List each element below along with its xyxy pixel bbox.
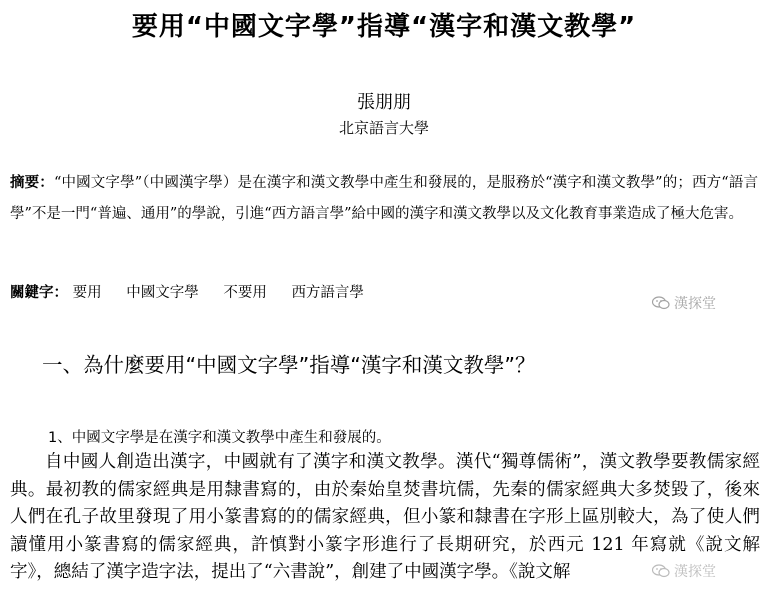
- watermark: [652, 293, 716, 313]
- keywords-label: 關鍵字：: [10, 285, 68, 301]
- wechat-icon: [652, 296, 670, 310]
- keyword-item: 不要用: [223, 285, 267, 301]
- author-affiliation: 北京語言大學: [338, 119, 429, 137]
- keyword-item: 中國文字學: [126, 285, 199, 301]
- wechat-icon: [652, 564, 670, 578]
- subsection-heading: 1、中國文字學是在漢字和漢文教學中產生和發展的。: [48, 430, 391, 446]
- keyword-item: 西方語言學: [291, 285, 364, 301]
- keywords: [10, 281, 384, 302]
- paper-title: 要用“中國文字學”指導“漢字和漢文教學”: [131, 12, 637, 42]
- abstract-text: “中國文字學”（中國漢字學）是在漢字和漢文教學中產生和發展的，是服務於“漢字和漢文教學”的；西方“語言學”不是一門“普遍、通用”的學說，引進“西方語言學”給中國的漢字和漢文教學以及文化教育事業造成了極大危害。: [10, 175, 758, 222]
- watermark-text: 漢探堂: [674, 296, 716, 312]
- watermark-text: 漢探堂: [674, 564, 716, 580]
- section-heading: 一、為什麼要用“中國文字學”指導“漢字和漢文教學”？: [42, 353, 536, 377]
- body-paragraph: 自中國人創造出漢字，中國就有了漢字和漢文教學。漢代“獨尊儒術”，漢文教學要教儒家經典。最初教的儒家經典是用隸書寫的，由於秦始皇焚書坑儒，先秦的儒家經典大多焚毀了，後來人們在孔子故里發現了用小篆書寫的的儒家經典，但小篆和隸書在字形上區別較大，為了使人們讀懂用小篆書寫的儒家經典，許慎對小篆字形進行了長期研究，於西元 121 年寫就《說文解字》，總結了漢字造字法，提出了“六書說”，創建了中國漢字學。《說文解: [10, 452, 760, 582]
- abstract-label: 摘要：: [10, 175, 54, 191]
- author-name: 張朋朋: [357, 92, 411, 113]
- abstract: [10, 168, 758, 230]
- keyword-item: 要用: [72, 285, 102, 301]
- watermark: [652, 561, 716, 581]
